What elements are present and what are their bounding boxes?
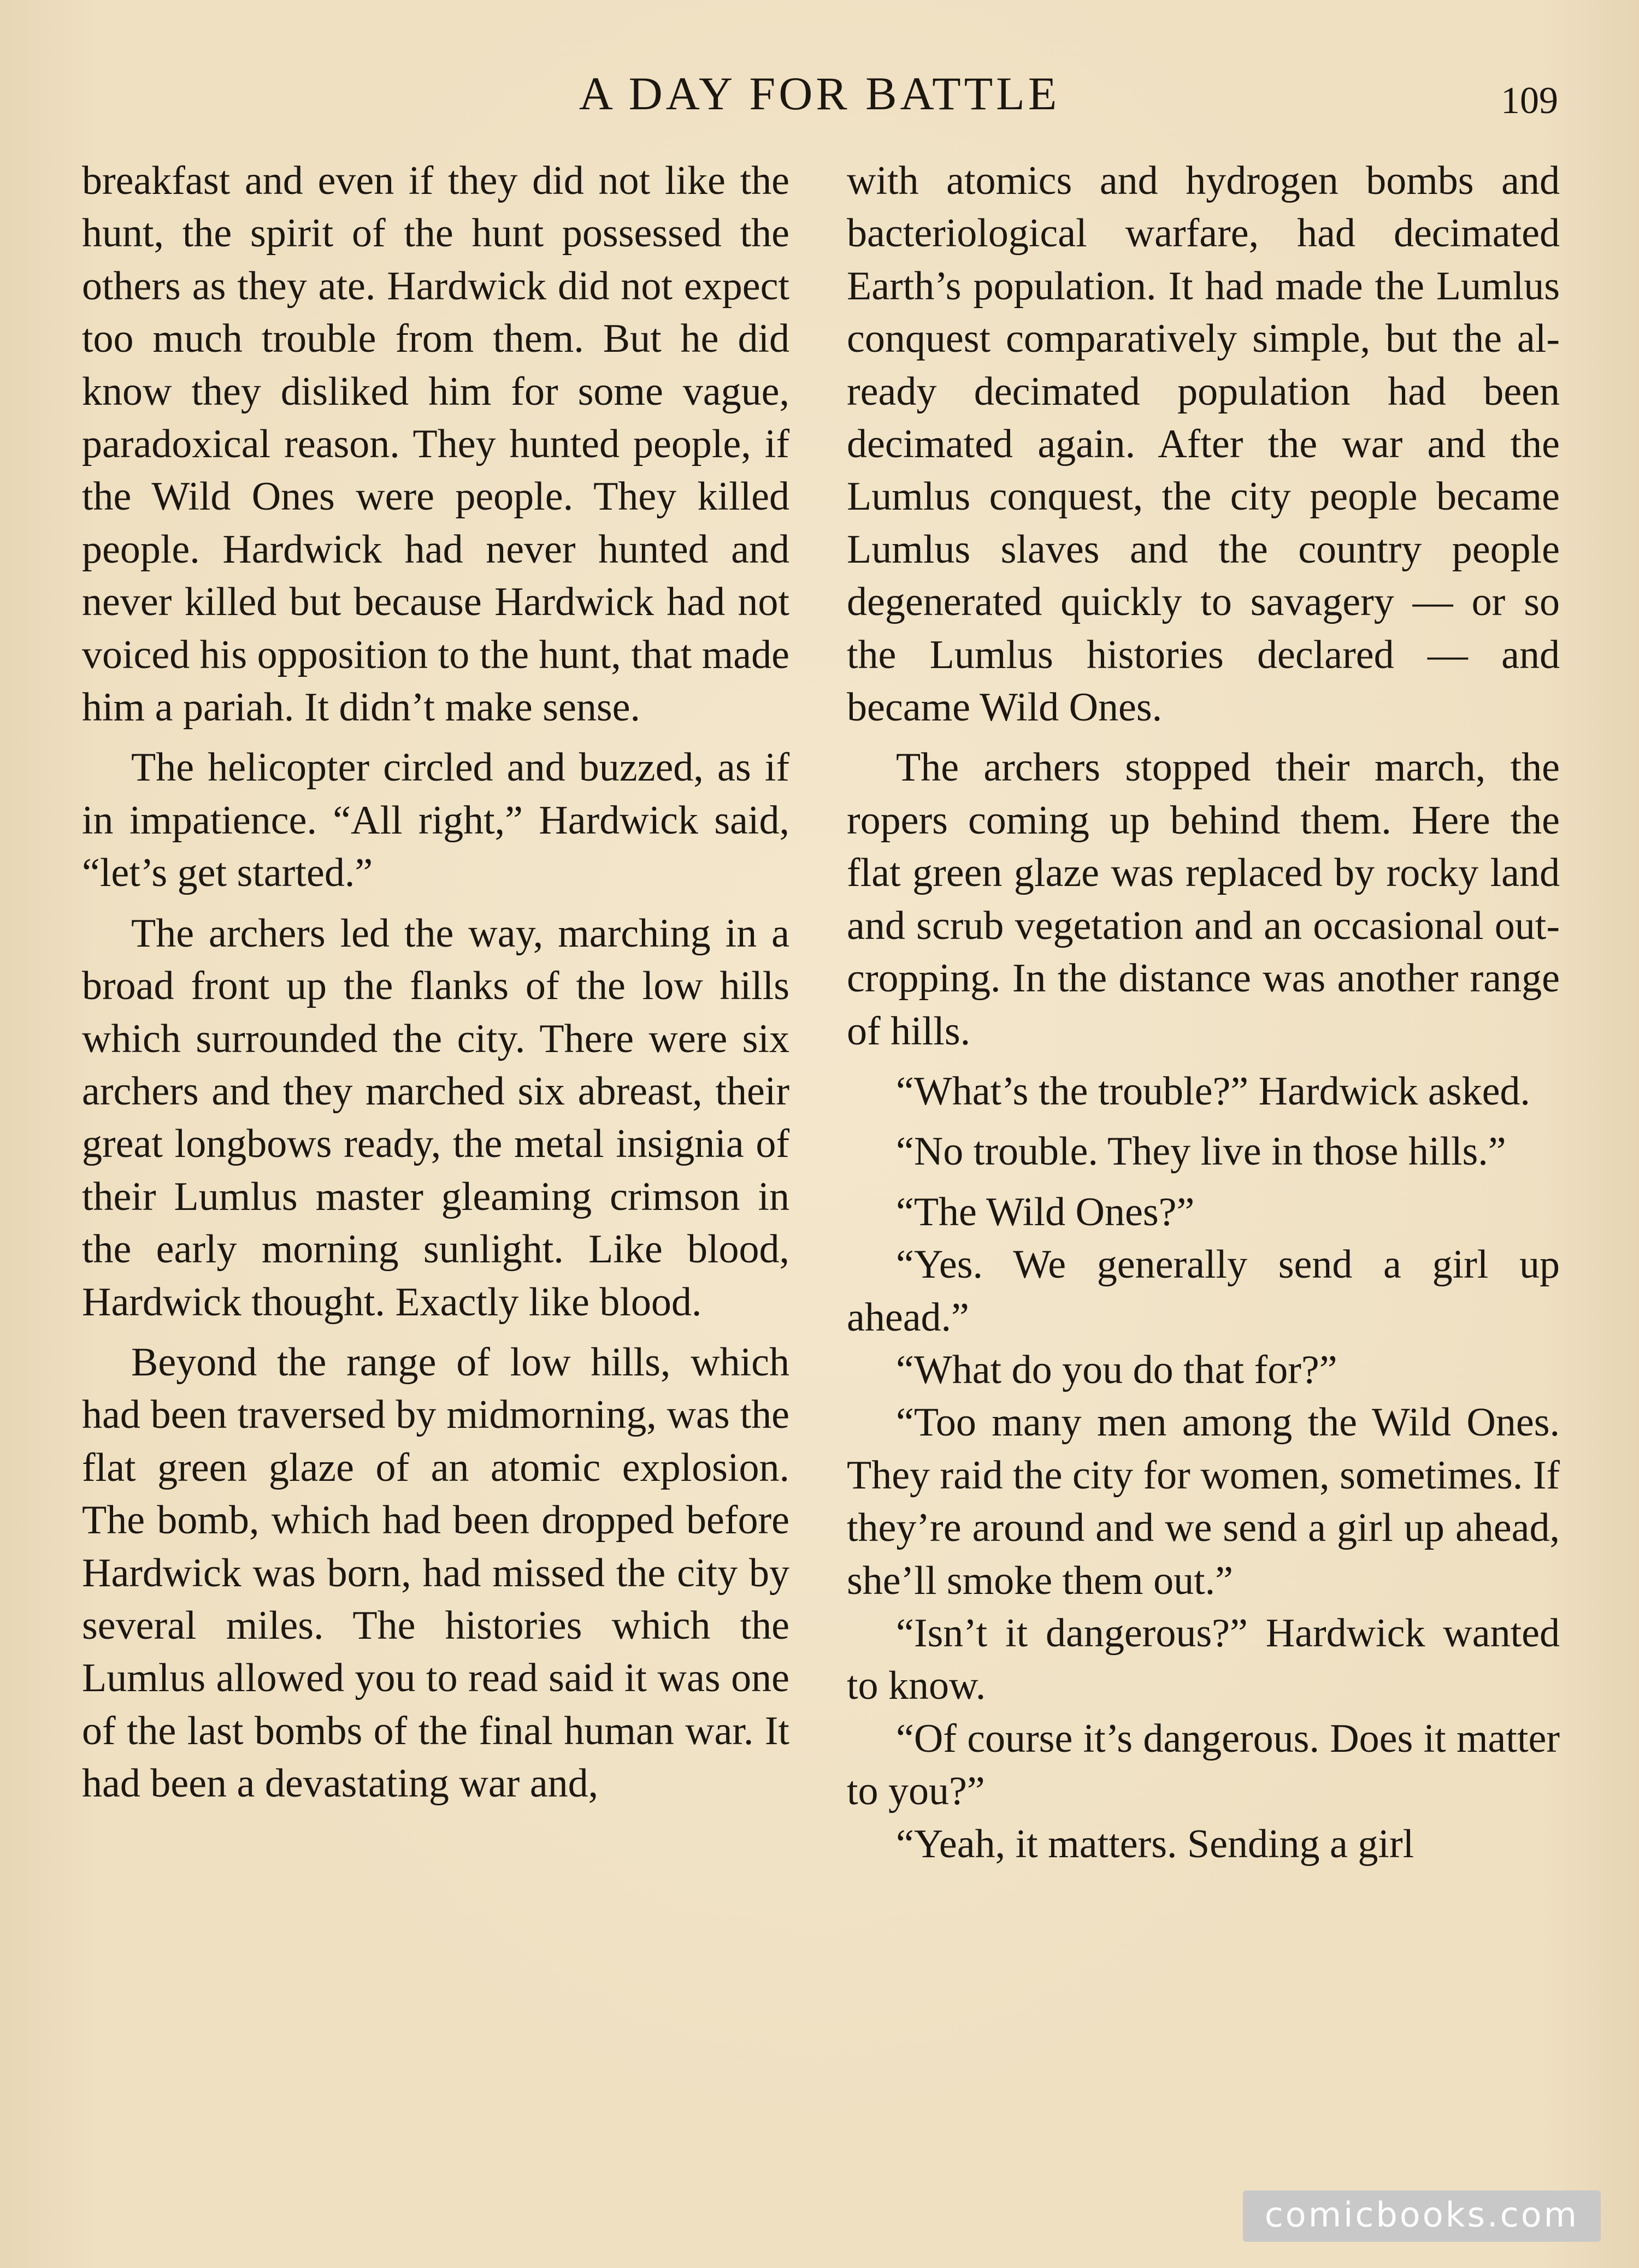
dialogue-line: “What’s the trouble?” Hardwick asked. (896, 1068, 1530, 1114)
right-text-column (847, 155, 1560, 1870)
dialogue-line: “Too many men among the Wild Ones. They raid the city for women, sometimes. If they’re around and we send a girl up ahead, she’ll smoke them out.” (847, 1400, 1560, 1603)
dialogue-line: “Yeah, it matters. Sending a girl (896, 1821, 1414, 1867)
running-title: A DAY FOR BATTLE (579, 67, 1060, 120)
watermark-badge: comicbooks.com (1243, 2190, 1601, 2242)
paragraph: Beyond the range of low hills, which had been traversed by midmorning, was the flat green glaze of an atomic explosion. The bomb, which had been dropped before Hardwick was born, had missed the city by several miles. The histories which the Lumlus allowed you to read said it was one of the last bombs of the final human war. It had been a devastating war and, (82, 1339, 789, 1806)
dialogue-line: “The Wild Ones?” (896, 1189, 1195, 1235)
paragraph: breakfast and even if they did not like the hunt, the spirit of the hunt possessed the others as they ate. Hardwick did not expect too much trouble from them. But he did know they disliked him for some vague, paradoxical reason. They hunted people, if the Wild Ones were people. They killed people. Hardwick had never hunted and never killed but because Hardwick had not voiced his opposition to the hunt, that made him a pariah. It didn’t make sense. (82, 158, 789, 730)
page-number: 109 (1501, 80, 1558, 122)
dialogue-line: “No trouble. They live in those hills.” (896, 1129, 1506, 1174)
paragraph: The helicopter circled and buzzed, as if in impatience. “All right,” Hardwick said, “let’s get started.” (82, 745, 789, 896)
dialogue-line: “Yes. We generally send a girl up ahead.” (847, 1242, 1560, 1340)
dialogue-line: “What do you do that for?” (896, 1347, 1337, 1392)
dialogue-line: “Isn’t it dangerous?” Hardwick wanted to know. (847, 1610, 1560, 1709)
dialogue-line: “Of course it’s dangerous. Does it matter to you?” (847, 1716, 1560, 1814)
paragraph: with atomics and hydrogen bombs and bacteriological warfare, had decimated Earth’s population. It had made the Lumlus conquest comparatively simple, but the already decimated population had been decimated again. After the war and the Lumlus conquest, the city people became Lumlus slaves and the country people degenerated quickly to savagery — or so the Lumlus histories declared — and became Wild Ones. (847, 158, 1560, 730)
paragraph: The archers stopped their march, the ropers coming up behind them. Here the flat green glaze was replaced by rocky land and scrub vegetation and an occasional outcropping. In the distance was another range of hills. (847, 745, 1560, 1054)
paragraph: The archers led the way, marching in a broad front up the flanks of the low hills which surrounded the city. There were six archers and they marched six abreast, their great longbows ready, the metal insignia of their Lumlus master gleaming crimson in the early morning sunlight. Like blood, Hardwick thought. Exactly like blood. (82, 911, 789, 1325)
left-text-column (82, 155, 789, 1818)
